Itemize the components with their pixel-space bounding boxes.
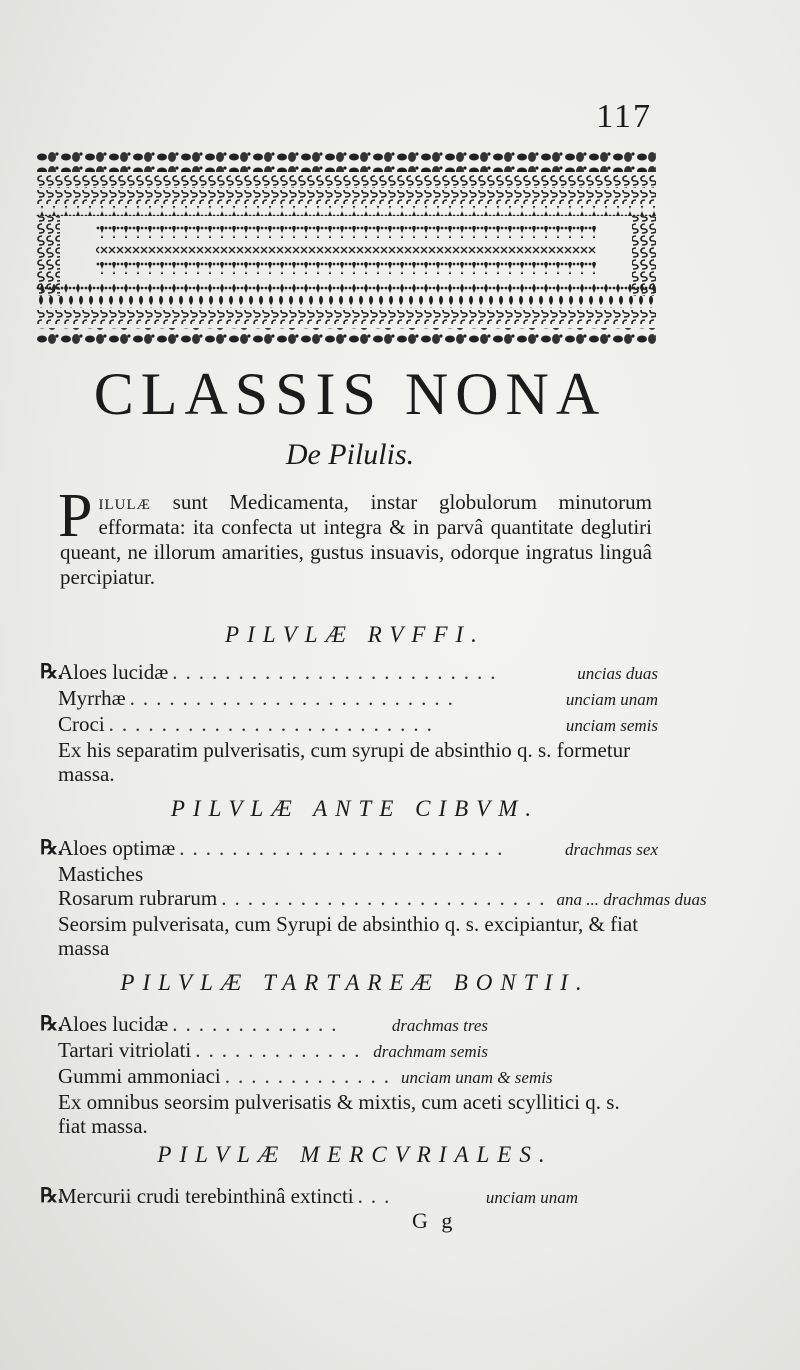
printer-signature: G g bbox=[412, 1208, 457, 1233]
recipe-symbol: ℞. bbox=[40, 1185, 63, 1207]
ingredient-name: Mercurii crudi terebinthinâ extincti bbox=[58, 1184, 354, 1208]
ingredient-row: Aloes lucidæ ......................... uncias duas bbox=[58, 660, 658, 684]
recipe-instruction: Ex omnibus seorsim pulverisatis & mixtis, cum aceti scyllitici q. s. fiat massa. bbox=[58, 1090, 620, 1138]
ingredient-quantity: drachmas sex bbox=[564, 840, 658, 859]
recipe-symbol: ℞. bbox=[40, 661, 63, 683]
page-subtitle: De Pilulis. bbox=[285, 438, 415, 471]
recipe-block bbox=[40, 660, 658, 786]
recipe-block bbox=[40, 1012, 652, 1138]
ingredient-quantity: unciam semis bbox=[565, 716, 658, 735]
ingredient-row bbox=[58, 862, 658, 886]
recipe-instruction: Ex his separatim pulverisatis, cum syrupi de absinthio q. s. formetur massa. bbox=[58, 738, 631, 786]
ingredient-quantity: unciam unam bbox=[485, 1188, 578, 1207]
recipe-symbol: ℞. bbox=[40, 1013, 63, 1035]
ingredient-row: Aloes lucidæ ............. drachmas tres bbox=[58, 1012, 488, 1036]
ingredient-name: Gummi ammoniaci bbox=[58, 1064, 221, 1088]
ingredient-name: Myrrhæ bbox=[58, 686, 126, 710]
ingredient-row: Mercurii crudi terebinthinâ extincti ... unciam unam bbox=[58, 1184, 578, 1208]
ingredient-name: Aloes optimæ bbox=[58, 836, 176, 860]
ingredient-quantity: drachmas tres bbox=[391, 1016, 488, 1035]
intro-paragraph bbox=[58, 482, 652, 590]
page-number: 117 bbox=[596, 98, 652, 135]
ingredient-quantity: unciam unam bbox=[565, 690, 658, 709]
ingredient-name: Croci bbox=[58, 712, 105, 736]
recipe-heading: PILVLÆ MERCVRIALES. bbox=[157, 1142, 553, 1167]
page-title: CLASSIS NONA bbox=[93, 361, 607, 427]
ingredient-row: Tartari vitriolati ............. drachmam semis bbox=[58, 1038, 488, 1062]
ingredient-row: Aloes optimæ ......................... drachmas sex bbox=[58, 836, 658, 860]
recipe-instruction: Seorsim pulverisata, cum Syrupi de absinthio q. s. excipiantur, & fiat massa bbox=[58, 912, 639, 960]
ingredient-row: Myrrhæ ......................... unciam unam bbox=[58, 686, 658, 710]
intro-smallcaps: ilulæ bbox=[98, 490, 151, 514]
ingredient-name: Rosarum rubrarum bbox=[58, 886, 218, 910]
ingredient-row: Gummi ammoniaci ............. unciam unam & semis bbox=[58, 1064, 553, 1088]
recipe-symbol: ℞. bbox=[40, 837, 63, 859]
ingredient-row: Rosarum rubrarum ......................... ana ... drachmas duas bbox=[58, 886, 707, 910]
recipe-heading: PILVLÆ RVFFI. bbox=[225, 622, 485, 647]
ingredient-quantity: ana ... drachmas duas bbox=[556, 890, 707, 909]
intro-text: sunt Medicamenta, instar globulorum minutorum efformata: ita confecta ut integra & in parvâ quantitate deglutiri queant, ne illorum amarities, gustus insuavis, odorque ingratus linguâ percipiatur. bbox=[60, 490, 652, 589]
ingredient-quantity: unciam unam & semis bbox=[400, 1068, 553, 1087]
ingredient-quantity: drachmam semis bbox=[373, 1042, 488, 1061]
ingredient-name: Tartari vitriolati bbox=[58, 1038, 192, 1062]
ingredient-name: Mastiches bbox=[58, 862, 144, 886]
recipe-heading: PILVLÆ ANTE CIBVM. bbox=[170, 796, 540, 821]
recipe-block bbox=[40, 1184, 578, 1210]
ornament-border-icon bbox=[36, 150, 656, 350]
recipe-heading: PILVLÆ TARTAREÆ BONTII. bbox=[120, 970, 590, 995]
drop-cap: P bbox=[58, 482, 93, 550]
ingredient-name: Aloes lucidæ bbox=[58, 660, 169, 684]
ingredient-quantity: uncias duas bbox=[577, 664, 658, 683]
recipe-block bbox=[40, 836, 707, 960]
ingredient-row: Croci ......................... unciam semis bbox=[58, 712, 658, 736]
ingredient-name: Aloes lucidæ bbox=[58, 1012, 169, 1036]
